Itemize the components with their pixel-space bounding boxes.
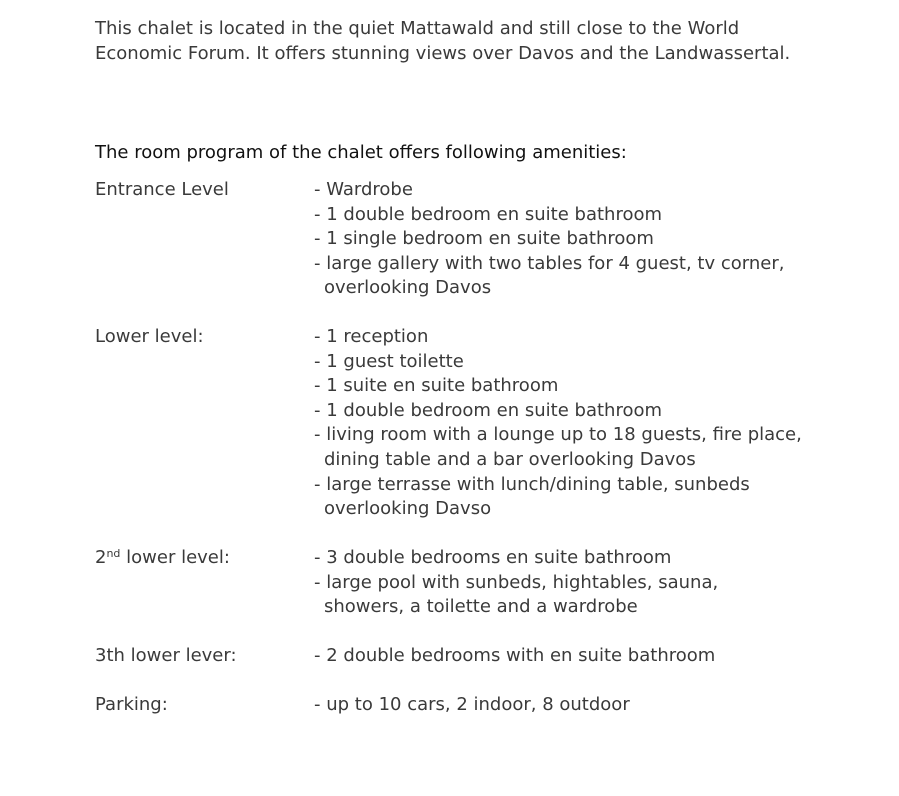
amenity-item: - 1 single bedroom en suite bathroom: [314, 228, 654, 250]
amenity-item: - Wardrobe: [314, 179, 413, 200]
amenity-item: - 1 guest toilette: [314, 350, 464, 372]
amenity-item: - 3 double bedrooms en suite bathroom: [314, 547, 672, 568]
amenity-item: - large terrasse with lunch/dining table, sunbeds overlooking Davso: [314, 473, 750, 520]
amenity-item: - 2 double bedrooms with en suite bathroom: [314, 645, 716, 666]
amenity-list: [314, 693, 804, 718]
intro-paragraph: This chalet is located in the quiet Mattawald and still close to the World Economic Forum. It offers stunning views over Davos and the Landwassertal.: [95, 18, 791, 64]
section-label: [95, 546, 310, 571]
label-prefix: 2: [95, 547, 107, 568]
amenity-item: - large pool with sunbeds, hightables, sauna, showers, a toilette and a wardrobe: [314, 571, 719, 618]
amenity-item: - up to 10 cars, 2 indoor, 8 outdoor: [314, 694, 630, 715]
label-superscript: nd: [106, 547, 121, 560]
amenity-item: - living room with a lounge up to 18 guests, fire place, dining table and a bar overlooking Davos: [314, 424, 802, 470]
amenity-list: [314, 325, 804, 522]
amenity-item: - 1 reception: [314, 326, 429, 347]
section-label: 3th lower lever:: [95, 645, 237, 666]
section-label: Lower level:: [95, 326, 204, 347]
label-suffix: lower level:: [120, 547, 230, 568]
amenity-list: [314, 178, 804, 301]
amenity-item: - large gallery with two tables for 4 guest, tv corner, overlooking Davos: [314, 252, 785, 299]
amenity-list: [314, 546, 804, 620]
amenities-heading: The room program of the chalet offers following amenities:: [95, 142, 627, 163]
amenity-list: [314, 644, 804, 669]
amenity-item: - 1 double bedroom en suite bathroom: [314, 399, 663, 421]
amenity-item: - 1 double bedroom en suite bathroom: [314, 203, 663, 225]
section-label: Entrance Level: [95, 179, 229, 200]
amenity-item: - 1 suite en suite bathroom: [314, 375, 559, 397]
section-label: Parking:: [95, 694, 168, 715]
